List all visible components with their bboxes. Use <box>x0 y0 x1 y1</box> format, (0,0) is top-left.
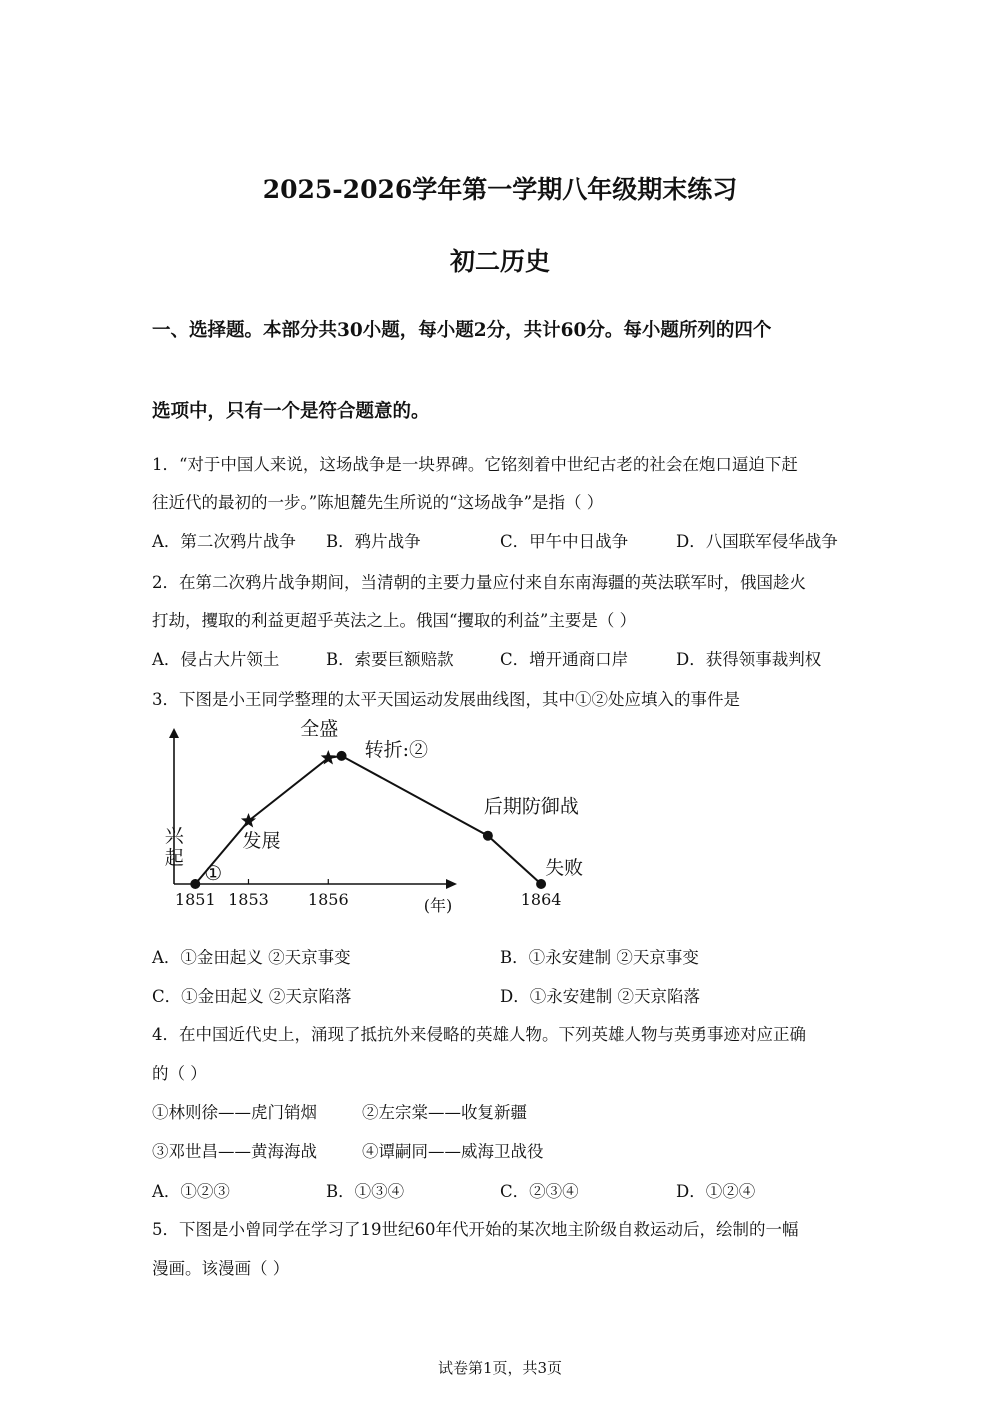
x-axis-unit: (年) <box>423 896 453 915</box>
question-3-stem: 3．下图是小王同学整理的太平天国运动发展曲线图，其中①②处应填入的事件是 <box>152 690 740 709</box>
point-marker-0 <box>190 879 200 889</box>
point-label-1: 发展 <box>242 830 281 852</box>
x-axis-arrow <box>446 879 457 889</box>
section-heading-line1: 一、选择题。本部分共30小题，每小题2分，共计60分。每小题所列的四个 <box>152 320 772 341</box>
page-footer: 试卷第1页，共3页 <box>437 1359 563 1377</box>
point-marker-5 <box>536 879 546 889</box>
x-tick-label-1851: 1851 <box>174 890 216 909</box>
x-tick-label-1853: 1853 <box>228 890 269 909</box>
question-2-stem-line2: 打劫，攫取的利益更超乎英法之上。俄国“攫取的利益”主要是（ ） <box>152 611 637 630</box>
point-label-3: 转折:② <box>364 738 428 761</box>
question-2-stem-line1: 2．在第二次鸦片战争期间，当清朝的主要力量应付来自东南海疆的英法联军时，俄国趁火 <box>152 573 806 592</box>
q4-option-d: D．①②④ <box>676 1182 756 1201</box>
y-axis-arrow <box>169 728 179 738</box>
q4-item-2: ②左宗棠——收复新疆 <box>362 1103 527 1122</box>
q1-option-c: C．甲午中日战争 <box>500 532 629 551</box>
point-marker-1 <box>241 813 256 828</box>
point-label-0-1: 起 <box>164 847 184 869</box>
x-tick-label-1864: 1864 <box>520 890 562 909</box>
question-4-stem-line1: 4．在中国近代史上，涌现了抵抗外来侵略的英雄人物。下列英雄人物与英勇事迹对应正确 <box>152 1025 806 1044</box>
point-marker-4 <box>483 831 493 841</box>
annotation-circle-1: ① <box>204 861 223 885</box>
point-label-4: 后期防御战 <box>483 795 579 818</box>
q3-option-a: A．①金田起义 ②天京事变 <box>152 948 351 967</box>
question-5-stem-line1: 5．下图是小曾同学在学习了19世纪60年代开始的某次地主阶级自救运动后，绘制的一幅 <box>152 1220 799 1239</box>
q4-option-c: C．②③④ <box>500 1182 579 1201</box>
q4-item-1: ①林则徐——虎门销烟 <box>152 1103 317 1122</box>
q3-option-d: D．①永安建制 ②天京陷落 <box>500 987 700 1006</box>
section-heading-line2: 选项中，只有一个是符合题意的。 <box>152 401 430 422</box>
q4-item-4: ④谭嗣同——威海卫战役 <box>362 1142 544 1161</box>
point-label-5: 失败 <box>545 857 584 879</box>
q1-option-d: D．八国联军侵华战争 <box>676 532 838 551</box>
question-1-stem-line1: 1．“对于中国人来说，这场战争是一块界碑。它铭刻着中世纪古老的社会在炮口逼迫下赶 <box>152 455 798 474</box>
q3-option-c: C．①金田起义 ②天京陷落 <box>152 987 352 1006</box>
question-4-stem-line2: 的（ ） <box>152 1064 207 1083</box>
point-label-0-0: 兴 <box>164 825 184 847</box>
q4-option-b: B．①③④ <box>326 1182 405 1201</box>
q4-option-a: A．①②③ <box>152 1182 230 1201</box>
q2-option-d: D．获得领事裁判权 <box>676 650 822 669</box>
question-5-stem-line2: 漫画。该漫画（ ） <box>152 1259 290 1278</box>
q1-option-b: B．鸦片战争 <box>326 532 421 551</box>
point-label-2: 全盛 <box>300 718 339 740</box>
page-title: 2025-2026学年第一学期八年级期末练习 <box>262 175 738 204</box>
taiping-development-chart <box>160 718 584 922</box>
q3-option-b: B．①永安建制 ②天京事变 <box>500 948 699 967</box>
q1-option-a: A．第二次鸦片战争 <box>152 532 296 551</box>
page-subtitle: 初二历史 <box>449 247 550 276</box>
question-1-stem-line2: 往近代的最初的一步。”陈旭麓先生所说的“这场战争”是指（ ） <box>152 493 604 512</box>
q4-item-3: ③邓世昌——黄海海战 <box>152 1142 317 1161</box>
q2-option-c: C．增开通商口岸 <box>500 650 629 669</box>
x-tick-label-1856: 1856 <box>307 890 349 909</box>
q2-option-a: A．侵占大片领土 <box>152 650 280 669</box>
point-marker-3 <box>337 751 347 761</box>
q2-option-b: B．索要巨额赔款 <box>326 650 454 669</box>
